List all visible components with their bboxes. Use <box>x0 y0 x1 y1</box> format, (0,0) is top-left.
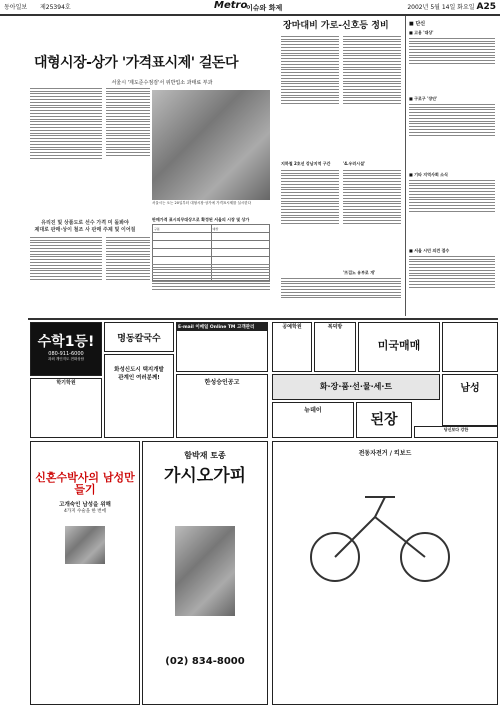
sidebar-text <box>409 102 495 162</box>
ad-sinhon-photo <box>65 526 105 564</box>
ad-bokdeok-title: 복덕방 <box>327 324 343 330</box>
ad-hakgyo-title: 학기학원 <box>56 380 76 386</box>
ad-sinhon-sub2: 4가지 수술을 한 번에 <box>64 509 106 514</box>
article-text-col5 <box>152 262 270 314</box>
ad-hwaseong-title: 화성신도시 택지개발 <box>114 367 164 373</box>
ad-nyu-title: 뉴데이 <box>304 407 322 414</box>
right-text-col3 <box>281 168 339 268</box>
article-text-col4 <box>106 235 150 315</box>
section-name: 이슈와 화제 <box>246 4 283 12</box>
table-header: 대상 <box>211 225 270 233</box>
sidebar-item: ■ 기타 지역사회 소식 <box>409 172 448 177</box>
pull-quote-1: 유리진 및 상품도로 선수 가격 미 돌봐야 <box>41 220 129 226</box>
ad-nyu[interactable] <box>272 402 354 438</box>
article-text-col3 <box>30 235 102 315</box>
right-text-col2 <box>343 34 401 159</box>
ad-kasio-title2: 가시오가피 <box>163 466 247 486</box>
ad-math-phone: 080-911-6000 <box>48 351 84 357</box>
sidebar-title: ■ 단신 <box>409 21 426 27</box>
bike-illustration <box>295 477 475 587</box>
ad-naeseong-title: 남성 <box>460 383 480 394</box>
photo-caption: 서울시는 오는 20일부터 대형시장·상가에 가격표시제를 실시한다 <box>152 201 252 205</box>
ad-math-sub: 과외 개인지도 전화상담 <box>47 357 85 361</box>
sidebar-text <box>409 36 495 86</box>
right-headline: 장마대비 가로-신호등 정비 <box>283 21 389 31</box>
ad-kasio-phone: (02) 834-8000 <box>165 656 245 667</box>
main-subhead: 서울시 '제도준수점검'서 위반업소 과태료 부과 <box>111 80 213 86</box>
page-header <box>0 0 500 16</box>
ad-hwajangpum-title: 화·장·품·선·물·세·트 <box>319 382 393 391</box>
ad-sinhon-title: 신혼수박사의 남성만들기 <box>35 471 135 496</box>
sidebar-item: ■ 고용 '대상' <box>409 30 434 35</box>
ad-dangseong-title: 당신보다 강한 <box>443 427 469 432</box>
right-subhead-3: '뜨겁노 유부로 개' <box>343 270 376 275</box>
ad-gongye-title: 공예학원 <box>282 324 302 330</box>
ad-naeseong[interactable] <box>442 374 498 426</box>
sidebar-item: ■ 서울 시민 의견 접수 <box>409 248 450 253</box>
ad-myeongdong[interactable] <box>104 322 174 352</box>
section-brand: Metro <box>214 0 248 11</box>
ad-math[interactable] <box>30 322 102 376</box>
ad-sinhon[interactable] <box>30 441 140 705</box>
ad-hwaseong[interactable] <box>104 354 174 438</box>
sidebar-item: ■ 구로구 '장안' <box>409 96 438 101</box>
ad-kasio-title: 함박재 토종 <box>184 451 226 460</box>
article-text-col1 <box>30 86 102 216</box>
right-subhead-1: 지하철 2호선 강남지역 구간 <box>281 161 331 166</box>
ad-kasio[interactable] <box>142 441 268 705</box>
ad-sinhon-sub: 고개숙인 남성을 위해 <box>59 502 111 508</box>
pull-quote-2: 제대로 판매·상이 철조 사 판매 주제 및 이어질 <box>34 227 136 233</box>
ad-gongye[interactable] <box>272 322 312 372</box>
ad-deonjang-title: 된장 <box>370 412 398 428</box>
ad-bike[interactable] <box>272 441 498 705</box>
ad-hwaseong-sub: 관계인 여러분께! <box>118 375 160 381</box>
sidebar-divider <box>405 16 406 316</box>
ad-migu[interactable] <box>358 322 440 372</box>
ad-divider <box>28 318 498 320</box>
ad-dangseong[interactable] <box>414 426 498 438</box>
right-text-col5 <box>281 276 401 314</box>
right-text-col1 <box>281 34 339 159</box>
sidebar-text <box>409 254 495 314</box>
table-header: 구분 <box>153 225 212 233</box>
ad-migu-title: 미국매매 <box>377 339 421 352</box>
market-photo <box>152 90 270 200</box>
paper-name: 동아일보 <box>4 4 28 11</box>
ad-hanseong[interactable] <box>176 374 268 438</box>
main-headline: 대형시장-상가 '가격표시제' 걸돈다 <box>34 55 238 71</box>
ad-email-title: E-mail 이메일 Online TM 고객관리 <box>177 323 267 331</box>
ad-deonjang[interactable] <box>356 402 412 438</box>
article-text-col2 <box>106 86 150 214</box>
ad-email[interactable] <box>176 322 268 372</box>
page-date: 2002년 5월 14일 화요일 A25 <box>407 2 496 12</box>
ad-kasio-product <box>175 526 235 616</box>
ad-myeongdong-title: 명동칼국수 <box>117 334 161 344</box>
issue-number: 제25394호 <box>40 4 71 11</box>
right-subhead-2: '4.우러시설' <box>343 161 366 166</box>
ad-hanseong-title: 한성승인공고 <box>204 379 240 386</box>
ad-hwajangpum[interactable] <box>272 374 440 400</box>
ad-hakgyo[interactable] <box>30 378 102 438</box>
right-text-col4 <box>343 168 401 268</box>
sidebar-text <box>409 178 495 238</box>
ad-bokdeok[interactable] <box>314 322 356 372</box>
table-title: 판매가격 표시의무대상으로 확정된 서울의 시장 및 상가 <box>152 217 250 222</box>
ad-math-title: 수학1등! <box>37 334 95 350</box>
ad-bike-title: 전동자전거 / 킥보드 <box>358 450 412 457</box>
ad-misc[interactable] <box>442 322 498 372</box>
